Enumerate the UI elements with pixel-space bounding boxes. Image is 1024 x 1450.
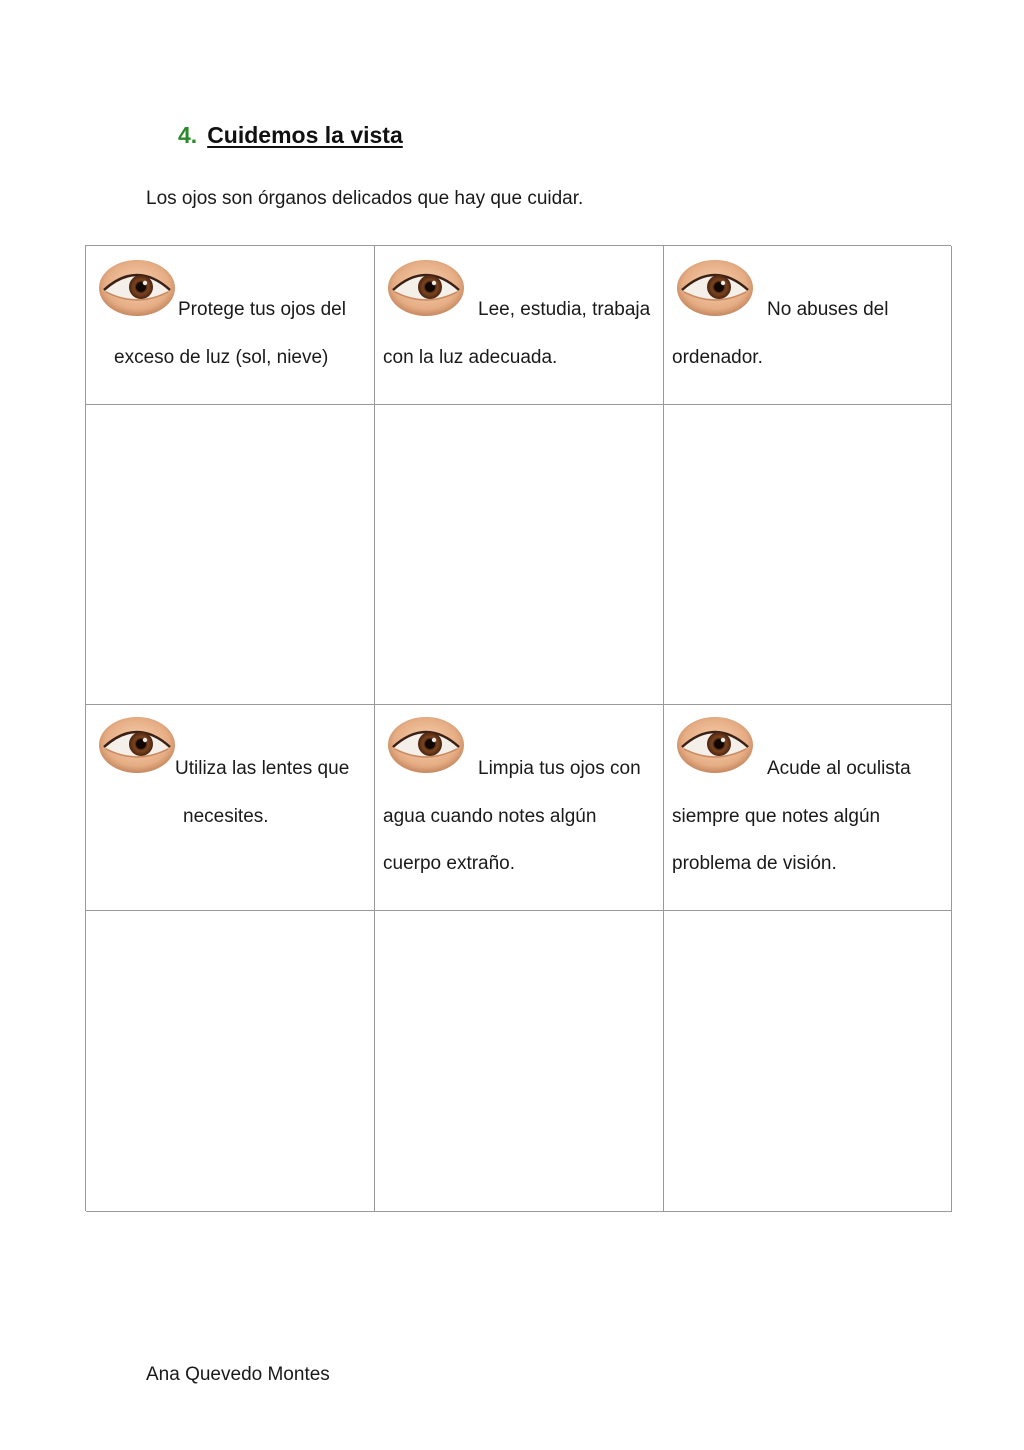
section-heading bbox=[178, 122, 403, 149]
section-number: 4. bbox=[178, 122, 198, 148]
drawing-cell bbox=[86, 911, 375, 1212]
drawing-cell bbox=[664, 405, 952, 705]
drawing-cell bbox=[86, 405, 375, 705]
tip-text bbox=[94, 745, 366, 840]
tip-text bbox=[94, 286, 366, 381]
intro-text: Los ojos son órganos delicados que hay que cuidar. bbox=[146, 188, 584, 209]
tip-cell-lenses bbox=[86, 705, 375, 911]
drawing-cell bbox=[375, 405, 664, 705]
tip-text bbox=[383, 745, 655, 888]
tip-text bbox=[672, 745, 943, 888]
drawing-cell bbox=[664, 911, 952, 1212]
tip-rest: ordenador. bbox=[672, 346, 763, 368]
tip-rest: siempre que notes algún problema de visión. bbox=[672, 805, 881, 874]
tip-first-line: Utiliza las lentes que bbox=[175, 758, 350, 779]
tip-cell-clean-eyes bbox=[375, 705, 664, 911]
tip-rest: necesites. bbox=[183, 805, 269, 827]
drawing-cell bbox=[375, 911, 664, 1212]
tip-rest: agua cuando notes algún cuerpo extraño. bbox=[383, 805, 597, 874]
tip-text bbox=[672, 286, 943, 381]
tips-table bbox=[85, 245, 951, 1211]
tip-cell-oculist bbox=[664, 705, 952, 911]
tip-cell-protect-eyes bbox=[86, 246, 375, 405]
author-footer: Ana Quevedo Montes bbox=[146, 1364, 330, 1385]
tip-text bbox=[383, 286, 655, 381]
tip-cell-read-light bbox=[375, 246, 664, 405]
tip-first-line: No abuses del bbox=[767, 299, 889, 320]
tip-first-line: Acude al oculista bbox=[767, 758, 911, 779]
tip-cell-computer bbox=[664, 246, 952, 405]
tip-rest: exceso de luz (sol, nieve) bbox=[114, 346, 329, 368]
tip-rest: con la luz adecuada. bbox=[383, 346, 558, 368]
tip-first-line: Lee, estudia, trabaja bbox=[478, 299, 651, 320]
tip-first-line: Protege tus ojos del bbox=[178, 299, 346, 320]
section-title: Cuidemos la vista bbox=[207, 122, 403, 148]
tip-first-line: Limpia tus ojos con bbox=[478, 758, 641, 779]
